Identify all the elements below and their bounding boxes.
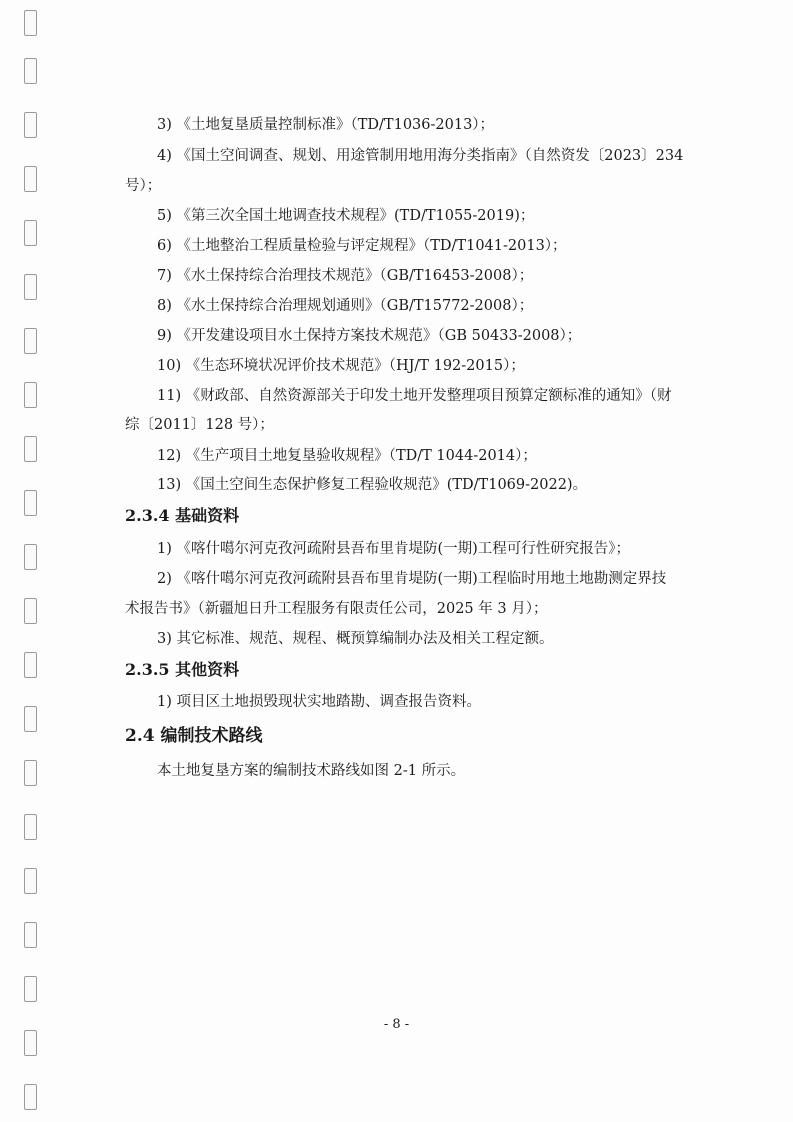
binding-hole	[24, 490, 37, 516]
binding-hole	[24, 328, 37, 354]
list-item: 6) 《土地整治工程质量检验与评定规程》（TD/T1041-2013）；	[157, 238, 567, 254]
list-item-continuation: 术报告书》（新疆旭日升工程服务有限责任公司，2025 年 3 月）；	[125, 601, 548, 617]
paragraph: 本土地复垦方案的编制技术路线如图 2-1 所示。	[157, 763, 466, 779]
binding-hole	[24, 382, 37, 408]
list-item: 7) 《水土保持综合治理技术规范》（GB/T16453-2008）；	[157, 268, 534, 284]
list-item: 1) 项目区土地损毁现状实地踏勘、调查报告资料。	[157, 694, 481, 710]
binding-hole	[24, 760, 37, 786]
list-item-continuation: 综〔2011〕128 号）；	[125, 417, 274, 433]
list-item: 2) 《喀什噶尔河克孜河疏附县吾布里肯堤防(一期)工程临时用地土地勘测定界技	[157, 571, 667, 587]
binding-hole	[24, 1084, 37, 1110]
list-item: 13) 《国土空间生态保护修复工程验收规范》(TD/T1069-2022)。	[157, 477, 588, 493]
section-heading: 2.3.4 基础资料	[125, 506, 240, 525]
list-item: 10) 《生态环境状况评价技术规范》（HJ/T 192-2015）；	[157, 358, 525, 374]
binding-hole	[24, 868, 37, 894]
list-item: 1) 《喀什噶尔河克孜河疏附县吾布里肯堤防(一期)工程可行性研究报告》；	[157, 541, 631, 557]
list-item: 5) 《第三次全国土地调查技术规程》(TD/T1055-2019)；	[157, 208, 535, 224]
binding-hole	[24, 10, 37, 36]
section-heading: 2.4 编制技术路线	[125, 726, 263, 746]
list-item: 3) 其它标准、规范、规程、概预算编制办法及相关工程定额。	[157, 631, 554, 647]
list-item: 3) 《土地复垦质量控制标准》（TD/T1036-2013）；	[157, 117, 495, 133]
binding-hole	[24, 1030, 37, 1056]
list-item: 12) 《生产项目土地复垦验收规程》（TD/T 1044-2014）；	[157, 448, 537, 464]
list-item: 8) 《水土保持综合治理规划通则》（GB/T15772-2008）；	[157, 298, 534, 314]
binding-hole	[24, 58, 37, 84]
list-item: 9) 《开发建设项目水土保持方案技术规范》（GB 50433-2008）；	[157, 328, 582, 344]
list-item: 4) 《国土空间调查、规划、用途管制用地用海分类指南》（自然资发〔2023〕234	[157, 148, 684, 164]
page-number: - 8 -	[383, 1017, 410, 1032]
binding-hole	[24, 112, 37, 138]
binding-hole	[24, 598, 37, 624]
binding-hole	[24, 220, 37, 246]
binding-hole	[24, 922, 37, 948]
binding-hole	[24, 976, 37, 1002]
section-heading: 2.3.5 其他资料	[125, 660, 240, 679]
binding-hole	[24, 706, 37, 732]
binding-hole	[24, 814, 37, 840]
binding-hole	[24, 274, 37, 300]
binding-hole	[24, 544, 37, 570]
binding-hole	[24, 436, 37, 462]
binding-hole	[24, 166, 37, 192]
list-item-continuation: 号）；	[125, 178, 162, 194]
binding-holes	[24, 0, 40, 1122]
list-item: 11) 《财政部、自然资源部关于印发土地开发整理项目预算定额标准的通知》（财	[157, 388, 672, 404]
binding-hole	[24, 652, 37, 678]
